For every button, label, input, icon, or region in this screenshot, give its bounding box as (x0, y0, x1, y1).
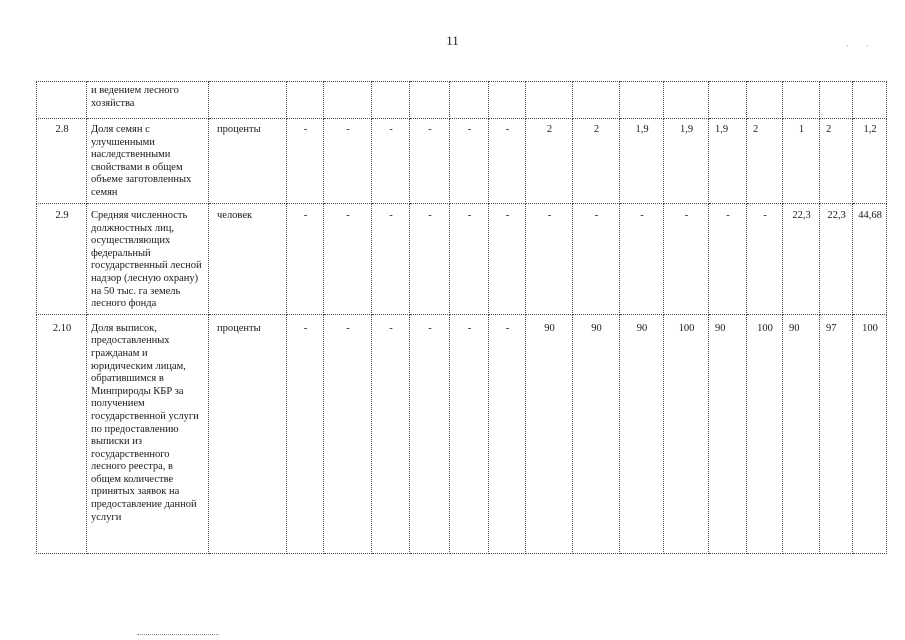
table-row-continuation (37, 82, 887, 119)
value-cell: - (324, 314, 372, 553)
value-cell: - (410, 119, 450, 204)
value-cell: 90 (709, 314, 747, 553)
indicator-cell: Доля семян с улучшенными наследственными свойствами в общем объеме заготовленных семян (87, 119, 209, 204)
value-cell (450, 82, 489, 119)
indicator-cell: и ведением лесного хозяйства (87, 82, 209, 119)
value-cell: - (287, 204, 324, 315)
value-cell: - (747, 204, 783, 315)
indicator-cell: Средняя численность должностных лиц, осуществляющих федеральный государственный лесной надзор (лесную охрану) на 50 тыс. га земель лесного фонда (87, 204, 209, 315)
value-cell: - (526, 204, 573, 315)
value-cell: 97 (820, 314, 853, 553)
value-cell: - (489, 314, 526, 553)
value-cell: - (372, 204, 410, 315)
indicators-table (36, 81, 887, 554)
indicator-cell: Доля выписок, предоставленных гражданам и юридическим лицам, обратившимся в Минприроды КБР за получением государственной услуги по предоставлению выписки из государственного лесного реестра, в общем количестве принятых заявок на предоставление данной услуги (87, 314, 209, 553)
unit-cell: человек (209, 204, 287, 315)
value-cell: - (372, 314, 410, 553)
value-cell: - (489, 119, 526, 204)
scan-speck: · (846, 42, 849, 51)
value-cell: 1,9 (709, 119, 747, 204)
value-cell: 2 (573, 119, 620, 204)
value-cell: - (450, 204, 489, 315)
row-number-cell: 2.8 (37, 119, 87, 204)
value-cell: - (573, 204, 620, 315)
value-cell: 44,68 (853, 204, 887, 315)
value-cell: 1,2 (853, 119, 887, 204)
value-cell (410, 82, 450, 119)
unit-cell: проценты (209, 119, 287, 204)
value-cell: 2 (747, 119, 783, 204)
value-cell: 22,3 (820, 204, 853, 315)
page-number: 11 (446, 33, 459, 48)
value-cell: 1,9 (620, 119, 664, 204)
value-cell: 1 (783, 119, 820, 204)
value-cell: 2 (526, 119, 573, 204)
value-cell (820, 82, 853, 119)
value-cell: - (620, 204, 664, 315)
value-cell: - (709, 204, 747, 315)
scan-artifact-line (137, 634, 219, 636)
value-cell (783, 82, 820, 119)
table-row (37, 119, 887, 204)
value-cell: - (489, 204, 526, 315)
table-row (37, 314, 887, 553)
value-cell: - (324, 204, 372, 315)
value-cell: - (410, 314, 450, 553)
value-cell: - (450, 314, 489, 553)
value-cell (287, 82, 324, 119)
value-cell: - (324, 119, 372, 204)
value-cell (747, 82, 783, 119)
value-cell: - (287, 314, 324, 553)
value-cell (489, 82, 526, 119)
value-cell: - (410, 204, 450, 315)
value-cell: 1,9 (664, 119, 709, 204)
table-row (37, 204, 887, 315)
value-cell (372, 82, 410, 119)
row-number-cell (37, 82, 87, 119)
value-cell (620, 82, 664, 119)
value-cell: 90 (526, 314, 573, 553)
value-cell: - (450, 119, 489, 204)
value-cell: 22,3 (783, 204, 820, 315)
value-cell (573, 82, 620, 119)
value-cell: - (287, 119, 324, 204)
value-cell: 90 (573, 314, 620, 553)
unit-cell (209, 82, 287, 119)
value-cell: 100 (853, 314, 887, 553)
value-cell: - (664, 204, 709, 315)
value-cell (853, 82, 887, 119)
value-cell: 100 (664, 314, 709, 553)
value-cell: 90 (783, 314, 820, 553)
value-cell: 2 (820, 119, 853, 204)
row-number-cell: 2.10 (37, 314, 87, 553)
value-cell: - (372, 119, 410, 204)
data-table-wrapper (36, 81, 887, 554)
value-cell (526, 82, 573, 119)
scan-speck: · (866, 42, 869, 51)
unit-cell: проценты (209, 314, 287, 553)
value-cell: 90 (620, 314, 664, 553)
value-cell (709, 82, 747, 119)
value-cell (324, 82, 372, 119)
value-cell (664, 82, 709, 119)
row-number-cell: 2.9 (37, 204, 87, 315)
value-cell: 100 (747, 314, 783, 553)
